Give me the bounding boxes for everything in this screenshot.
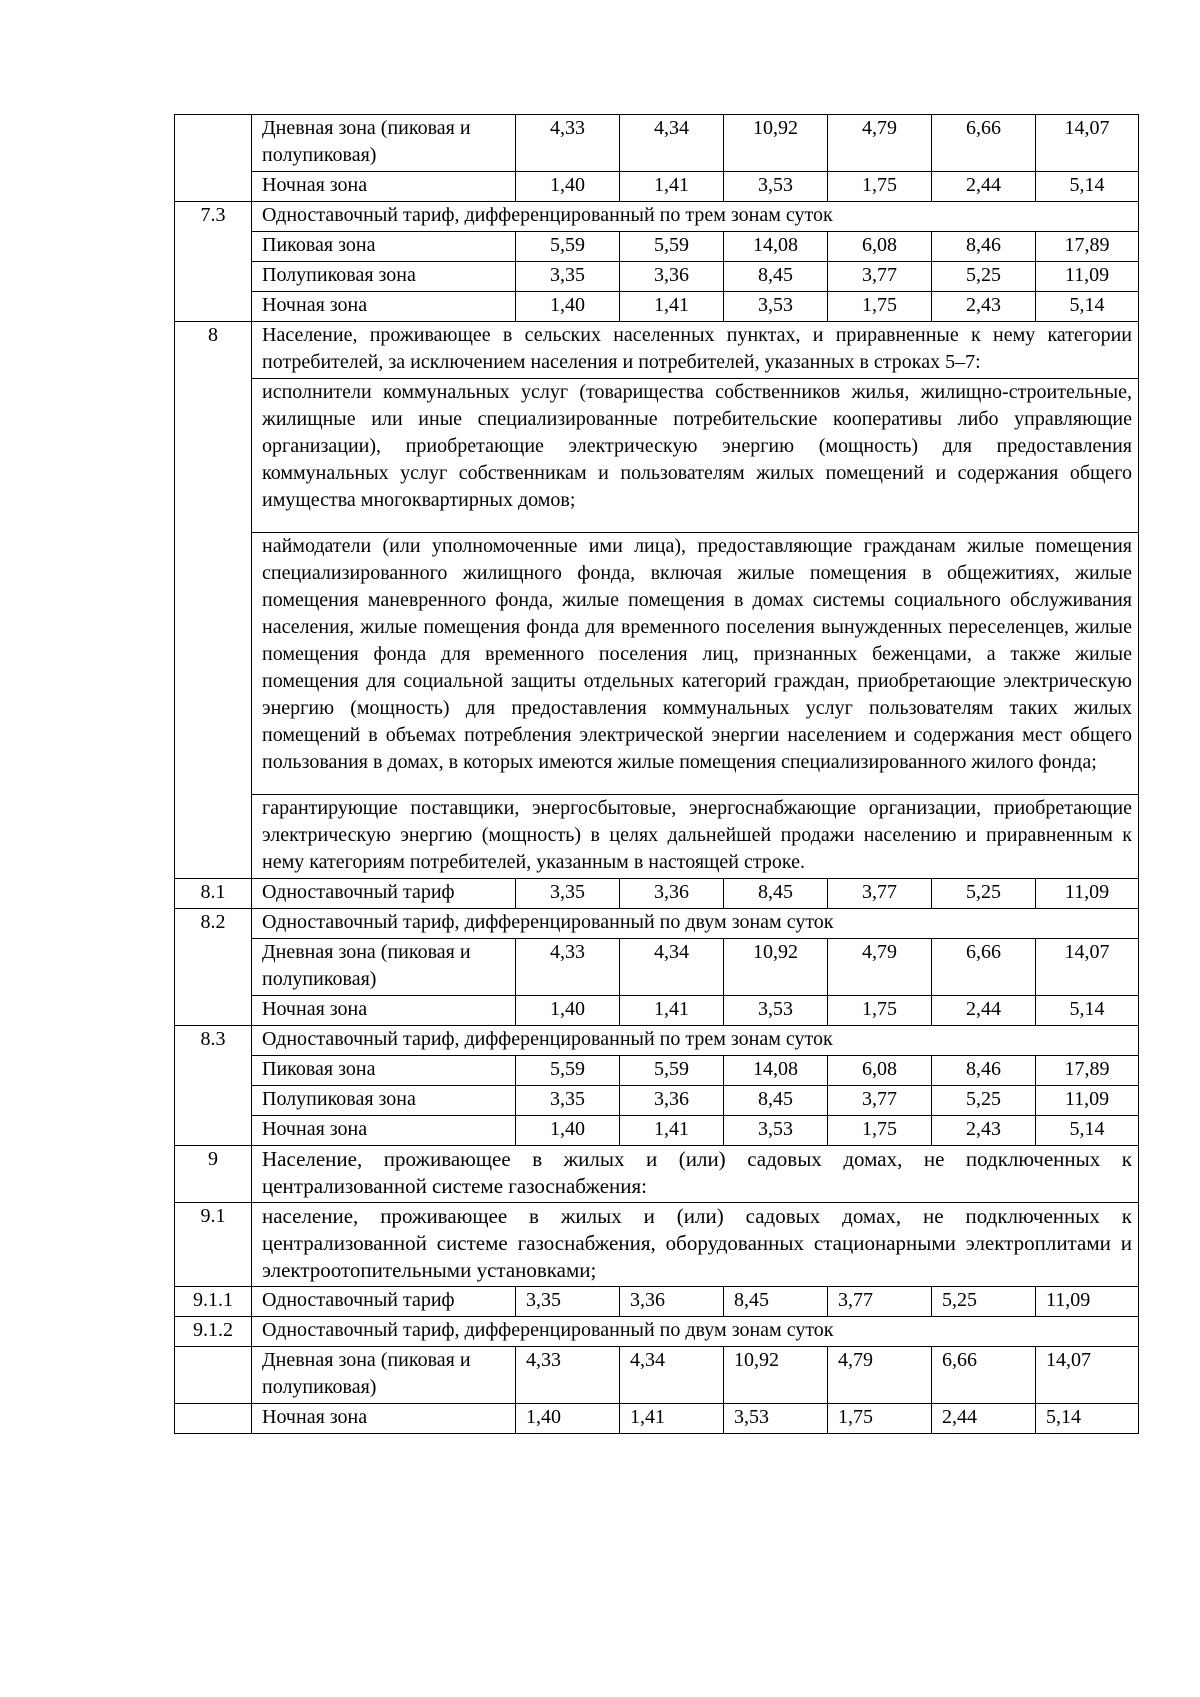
tariff-value: 4,33 bbox=[516, 1347, 620, 1404]
tariff-value: 8,46 bbox=[932, 1056, 1036, 1086]
tariff-value: 6,08 bbox=[828, 232, 932, 262]
tariff-value: 1,41 bbox=[620, 172, 724, 202]
tariff-value: 3,53 bbox=[724, 1116, 828, 1146]
row-number: 9.1 bbox=[175, 1203, 252, 1287]
tariff-value: 3,53 bbox=[724, 996, 828, 1026]
tariff-value: 3,35 bbox=[516, 262, 620, 292]
tariff-label: Одноставочный тариф bbox=[252, 1287, 516, 1317]
tariff-value: 11,09 bbox=[1036, 879, 1139, 909]
zone-label: Пиковая зона bbox=[252, 1056, 516, 1086]
tariff-value: 8,45 bbox=[724, 1086, 828, 1116]
tariff-value: 5,14 bbox=[1036, 172, 1139, 202]
zone-label: Пиковая зона bbox=[252, 232, 516, 262]
tariff-value: 3,77 bbox=[828, 262, 932, 292]
tariff-value: 4,34 bbox=[620, 1347, 724, 1404]
tariff-value: 3,35 bbox=[516, 1287, 620, 1317]
table-row bbox=[175, 1116, 1139, 1146]
table-row bbox=[175, 909, 1139, 939]
zone-label: Дневная зона (пиковая и полупиковая) bbox=[252, 939, 516, 996]
tariff-value: 4,79 bbox=[828, 939, 932, 996]
tariff-value: 11,09 bbox=[1036, 262, 1139, 292]
table-row bbox=[175, 1317, 1139, 1347]
tariff-value: 6,66 bbox=[932, 1347, 1036, 1404]
tariff-value: 2,43 bbox=[932, 1116, 1036, 1146]
tariff-value: 5,59 bbox=[620, 232, 724, 262]
tariff-value: 5,25 bbox=[932, 262, 1036, 292]
zone-label: Ночная зона bbox=[252, 996, 516, 1026]
tariff-value: 1,41 bbox=[620, 292, 724, 322]
table-row bbox=[175, 533, 1139, 795]
table-row bbox=[175, 322, 1139, 379]
table-row bbox=[175, 1203, 1139, 1287]
tariff-type-title: Одноставочный тариф, дифференцированный по трем зонам суток bbox=[252, 1026, 1139, 1056]
tariff-value: 4,33 bbox=[516, 939, 620, 996]
tariff-value: 1,40 bbox=[516, 1116, 620, 1146]
tariff-table bbox=[174, 114, 1139, 1434]
tariff-value: 3,36 bbox=[620, 1086, 724, 1116]
tariff-value: 1,75 bbox=[828, 1404, 932, 1434]
tariff-value: 3,36 bbox=[620, 1287, 724, 1317]
row-number: 9.1.1 bbox=[175, 1287, 252, 1317]
row-number: 8 bbox=[175, 322, 252, 879]
tariff-value: 10,92 bbox=[724, 939, 828, 996]
table-row bbox=[175, 1287, 1139, 1317]
tariff-value: 6,66 bbox=[932, 939, 1036, 996]
tariff-type-title: Одноставочный тариф, дифференцированный по двум зонам суток bbox=[252, 909, 1139, 939]
tariff-value: 5,59 bbox=[620, 1056, 724, 1086]
tariff-value: 14,08 bbox=[724, 232, 828, 262]
tariff-value: 1,75 bbox=[828, 996, 932, 1026]
table-row bbox=[175, 879, 1139, 909]
zone-label: Ночная зона bbox=[252, 292, 516, 322]
tariff-value: 5,14 bbox=[1036, 292, 1139, 322]
tariff-value: 1,41 bbox=[620, 1116, 724, 1146]
table-row bbox=[175, 172, 1139, 202]
tariff-value: 6,08 bbox=[828, 1056, 932, 1086]
tariff-value: 17,89 bbox=[1036, 232, 1139, 262]
table-row bbox=[175, 202, 1139, 232]
table-row bbox=[175, 1086, 1139, 1116]
tariff-value: 3,35 bbox=[516, 879, 620, 909]
tariff-value: 10,92 bbox=[724, 115, 828, 172]
tariff-value: 1,40 bbox=[516, 1404, 620, 1434]
table-row bbox=[175, 996, 1139, 1026]
tariff-value: 5,59 bbox=[516, 232, 620, 262]
table-row bbox=[175, 1056, 1139, 1086]
tariff-value: 4,79 bbox=[828, 1347, 932, 1404]
table-row bbox=[175, 379, 1139, 533]
tariff-value: 3,53 bbox=[724, 292, 828, 322]
table-row bbox=[175, 232, 1139, 262]
tariff-label: Одноставочный тариф bbox=[252, 879, 516, 909]
table-row bbox=[175, 795, 1139, 879]
tariff-value: 1,41 bbox=[620, 1404, 724, 1434]
tariff-value: 1,75 bbox=[828, 1116, 932, 1146]
table-row bbox=[175, 1026, 1139, 1056]
tariff-value: 14,08 bbox=[724, 1056, 828, 1086]
tariff-value: 14,07 bbox=[1036, 1347, 1139, 1404]
tariff-value: 5,59 bbox=[516, 1056, 620, 1086]
tariff-type-title: Одноставочный тариф, дифференцированный по трем зонам суток bbox=[252, 202, 1139, 232]
zone-label: Ночная зона bbox=[252, 1116, 516, 1146]
zone-label: Полупиковая зона bbox=[252, 1086, 516, 1116]
row-number: 8.2 bbox=[175, 909, 252, 1026]
row-number: 9.1.2 bbox=[175, 1317, 252, 1347]
tariff-value: 3,36 bbox=[620, 262, 724, 292]
zone-label: Полупиковая зона bbox=[252, 262, 516, 292]
category-paragraph bbox=[252, 533, 1139, 795]
tariff-value: 8,45 bbox=[724, 262, 828, 292]
tariff-value: 1,40 bbox=[516, 996, 620, 1026]
category-paragraph bbox=[252, 379, 1139, 533]
category-paragraph: население, проживающее в жилых и (или) садовых домах, не подключенных к централизованной системе газоснабжения, оборудованных стационарными электроплитами и электроотопительными установками; bbox=[252, 1203, 1139, 1287]
tariff-value: 4,34 bbox=[620, 115, 724, 172]
tariff-value: 5,14 bbox=[1036, 1116, 1139, 1146]
row-number: 8.1 bbox=[175, 879, 252, 909]
table-row bbox=[175, 292, 1139, 322]
tariff-value: 11,09 bbox=[1036, 1287, 1139, 1317]
tariff-value: 10,92 bbox=[724, 1347, 828, 1404]
tariff-value: 5,14 bbox=[1036, 1404, 1139, 1434]
row-number bbox=[175, 1347, 252, 1404]
tariff-value: 2,44 bbox=[932, 996, 1036, 1026]
tariff-value: 3,77 bbox=[828, 1086, 932, 1116]
tariff-value: 3,77 bbox=[828, 879, 932, 909]
table-row bbox=[175, 1404, 1139, 1434]
zone-label: Дневная зона (пиковая и полупиковая) bbox=[252, 115, 516, 172]
tariff-value: 8,46 bbox=[932, 232, 1036, 262]
table-row bbox=[175, 1347, 1139, 1404]
row-number bbox=[175, 1404, 252, 1434]
tariff-value: 5,14 bbox=[1036, 996, 1139, 1026]
tariff-value: 1,41 bbox=[620, 996, 724, 1026]
tariff-value: 14,07 bbox=[1036, 115, 1139, 172]
tariff-value: 2,44 bbox=[932, 172, 1036, 202]
tariff-value: 3,53 bbox=[724, 1404, 828, 1434]
tariff-value: 1,75 bbox=[828, 292, 932, 322]
tariff-value: 3,53 bbox=[724, 172, 828, 202]
tariff-value: 1,40 bbox=[516, 172, 620, 202]
tariff-value: 11,09 bbox=[1036, 1086, 1139, 1116]
tariff-value: 3,77 bbox=[828, 1287, 932, 1317]
row-number bbox=[175, 115, 252, 202]
table-row bbox=[175, 939, 1139, 996]
tariff-value: 14,07 bbox=[1036, 939, 1139, 996]
tariff-value: 5,25 bbox=[932, 1086, 1036, 1116]
tariff-value: 8,45 bbox=[724, 879, 828, 909]
tariff-value: 3,36 bbox=[620, 879, 724, 909]
zone-label: Ночная зона bbox=[252, 1404, 516, 1434]
tariff-value: 1,75 bbox=[828, 172, 932, 202]
category-paragraph: гарантирующие поставщики, энергосбытовые, энергоснабжающие организации, приобретающие электрическую энергию (мощность) в целях дальнейшей продажи населению и приравненным к нему категориям потребителей, указанным в настоящей строке. bbox=[252, 795, 1139, 879]
row-number: 8.3 bbox=[175, 1026, 252, 1146]
tariff-value: 5,25 bbox=[932, 879, 1036, 909]
tariff-value: 4,34 bbox=[620, 939, 724, 996]
tariff-value: 4,79 bbox=[828, 115, 932, 172]
tariff-type-title: Одноставочный тариф, дифференцированный по двум зонам суток bbox=[252, 1317, 1139, 1347]
zone-label: Дневная зона (пиковая и полупиковая) bbox=[252, 1347, 516, 1404]
tariff-value: 17,89 bbox=[1036, 1056, 1139, 1086]
tariff-value: 3,35 bbox=[516, 1086, 620, 1116]
section-title: Население, проживающее в сельских населенных пунктах, и приравненные к нему категории потребителей, за исключением населения и потребителей, указанных в строках 5–7: bbox=[252, 322, 1139, 379]
row-number: 9 bbox=[175, 1146, 252, 1203]
section-title: Население, проживающее в жилых и (или) садовых домах, не подключенных к централизованной системе газоснабжения: bbox=[252, 1146, 1139, 1203]
tariff-value: 6,66 bbox=[932, 115, 1036, 172]
row-number: 7.3 bbox=[175, 202, 252, 322]
table-row bbox=[175, 1146, 1139, 1203]
tariff-value: 2,43 bbox=[932, 292, 1036, 322]
table-row bbox=[175, 262, 1139, 292]
table-row bbox=[175, 115, 1139, 172]
tariff-value: 8,45 bbox=[724, 1287, 828, 1317]
tariff-value: 5,25 bbox=[932, 1287, 1036, 1317]
paragraph-text: наймодатели (или уполномоченные ими лица), предоставляющие гражданам жилые помещения специализированного жилищного фонда, включая жилые помещения в общежитиях, жилые помещения маневренного фонда, жилые помещения в домах системы социального обслуживания населения, жилые помещения фонда для временного поселения вынужденных переселенцев, жилые помещения фонда для временного поселения лиц, признанных беженцами, а также жилые помещения для социальной защиты отдельных категорий граждан, приобретающие электрическую энергию (мощность) для предоставления коммунальных услуг пользователям таких жилых помещений в объемах потребления электрической энергии населением и содержания мест общего пользования в домах, в которых имеются жилые помещения специализированного жилого фонда; bbox=[262, 535, 1132, 773]
tariff-value: 2,44 bbox=[932, 1404, 1036, 1434]
zone-label: Ночная зона bbox=[252, 172, 516, 202]
tariff-value: 1,40 bbox=[516, 292, 620, 322]
paragraph-text: исполнители коммунальных услуг (товарищества собственников жилья, жилищно-строительные, жилищные или иные специализированные потребительские кооперативы либо управляющие организации), приобретающие электрическую энергию (мощность) для предоставления коммунальных услуг собственникам и пользователям жилых помещений и содержания общего имущества многоквартирных домов; bbox=[262, 381, 1132, 511]
tariff-value: 4,33 bbox=[516, 115, 620, 172]
